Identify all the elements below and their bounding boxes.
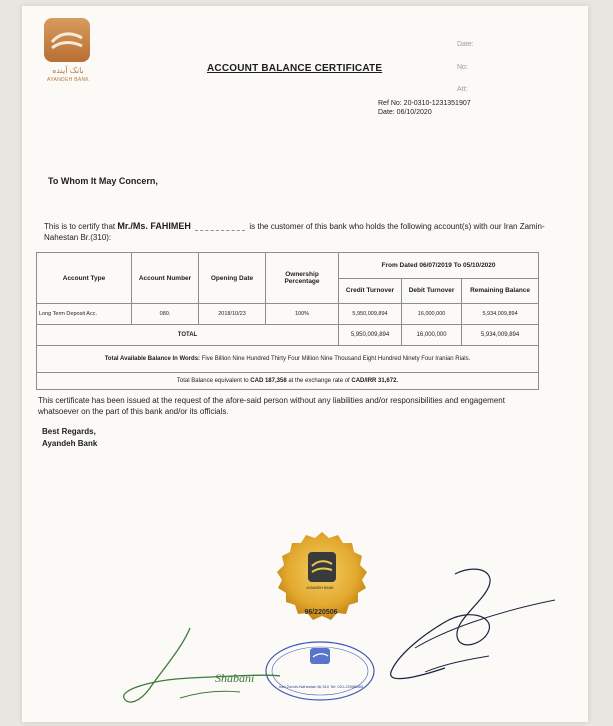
cell-account-type: Long Term Deposit Acc. bbox=[37, 304, 132, 325]
col-ownership: Ownership Percentage bbox=[266, 253, 339, 304]
cell-account-number: 080. bbox=[132, 304, 199, 325]
col-debit: Debit Turnover bbox=[402, 278, 462, 304]
cell-ownership: 100% bbox=[266, 304, 339, 325]
words-label: Total Available Balance In Words: bbox=[104, 356, 201, 362]
total-row bbox=[37, 325, 539, 346]
signature-right bbox=[385, 560, 565, 690]
table-row bbox=[37, 304, 539, 325]
reference-block bbox=[378, 99, 471, 117]
bank-name-en: AYANDEH BANK bbox=[46, 77, 90, 83]
attachment-label: Att: bbox=[457, 86, 468, 93]
certify-paragraph bbox=[44, 221, 564, 243]
bank-name-fa: بانک آینده bbox=[52, 66, 84, 75]
redacted-surname bbox=[195, 223, 245, 231]
signature-text: Shabani bbox=[215, 671, 255, 685]
seal-bank-name: AYANDEH BANK bbox=[306, 586, 334, 590]
total-debit: 16,000,000 bbox=[402, 325, 462, 346]
cad-mid: at the exchange rate of bbox=[288, 378, 350, 384]
cell-remaining: 5,934,009,894 bbox=[462, 304, 539, 325]
cad-pre: Total Balance equivalent to bbox=[176, 378, 249, 384]
total-credit: 5,950,009,894 bbox=[339, 325, 402, 346]
total-label: TOTAL bbox=[37, 325, 339, 346]
issue-date: Date: 06/10/2020 bbox=[378, 109, 432, 116]
cell-credit: 5,950,009,894 bbox=[339, 304, 402, 325]
cad-amount: CAD 187,358 bbox=[250, 378, 287, 384]
account-table bbox=[36, 252, 539, 390]
certify-post: is the customer of this bank who holds the following account(s) with our Iran Zamin-Nahestan Br.(310): bbox=[44, 222, 545, 242]
ref-number: Ref No: 20-0310-1231351907 bbox=[378, 100, 471, 107]
stamp-text: Iran Zamin-Nahestan Br.310 Tel: 021-22086865 bbox=[278, 684, 364, 689]
col-account-number: Account Number bbox=[132, 253, 199, 304]
period-header: From Dated 06/07/2019 To 05/10/2020 bbox=[339, 253, 539, 279]
balance-words-row bbox=[37, 346, 539, 373]
closing-bank: Ayandeh Bank bbox=[42, 439, 98, 448]
col-opening-date: Opening Date bbox=[199, 253, 266, 304]
cad-rate: CAD/IRR 31,672. bbox=[351, 378, 399, 384]
closing-regards: Best Regards, bbox=[42, 427, 96, 436]
salutation: To Whom It May Concern, bbox=[48, 176, 158, 186]
certificate-title: ACCOUNT BALANCE CERTIFICATE bbox=[207, 63, 383, 74]
holder-name: Mr./Ms. FAHIMEH bbox=[117, 221, 191, 231]
seal-number: 96/220506 bbox=[304, 609, 338, 616]
col-remaining: Remaining Balance bbox=[462, 278, 539, 304]
cell-debit: 16,000,000 bbox=[402, 304, 462, 325]
certify-pre: This is to certify that bbox=[44, 222, 116, 231]
total-remaining: 5,934,009,894 bbox=[462, 325, 539, 346]
bank-logo bbox=[44, 18, 90, 62]
cad-row bbox=[37, 373, 539, 390]
signature-left bbox=[120, 618, 290, 718]
col-credit: Credit Turnover bbox=[339, 278, 402, 304]
liability-note: This certificate has been issued at the request of the afore-said person without any liabilities and/or responsibilities and engagement whatsoever on the part of this bank and/or its officials. bbox=[38, 396, 505, 416]
date-label: Date: bbox=[457, 41, 474, 48]
words-value: Five Billion Nine Hundred Thirty Four Million Nine Thousand Eight Hundred Ninety Four Iranian Rials. bbox=[201, 356, 471, 362]
col-account-type: Account Type bbox=[37, 253, 132, 304]
number-label: No: bbox=[457, 64, 468, 71]
cell-opening-date: 2018/10/23 bbox=[199, 304, 266, 325]
